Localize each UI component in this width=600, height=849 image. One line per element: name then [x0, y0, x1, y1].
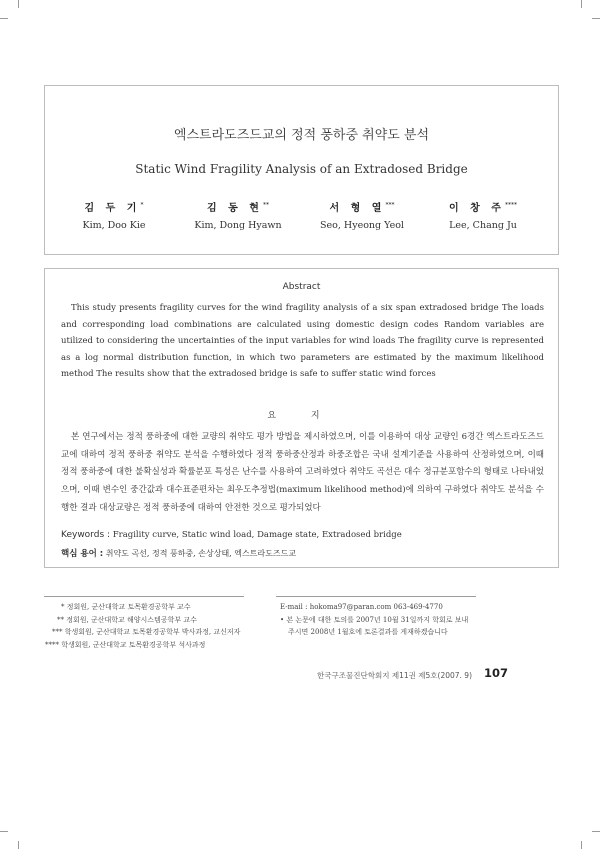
english-title: Static Wind Fragility Analysis of an Extradosed Bridge — [135, 162, 468, 176]
korean-abstract-heading: 요 지 — [267, 411, 336, 421]
author-korean-name: 서 형 열 — [329, 203, 386, 214]
korean-keywords — [61, 547, 296, 559]
abstract-heading: Abstract — [282, 282, 321, 292]
footnote: • 본 논문에 대한 토의를 2007년 10월 31일까지 학회로 보내 — [280, 615, 469, 624]
crop-mark — [18, 0, 19, 8]
abstract-text: This study presents fragility curves for the wind fragility analysis of a six span extradosed bridge The loads and corresponding load combinations are calculated using domestic design codes Random variables are utilized to considering the uncertainties of the input variables for wind loads The fragility curve is represented as a log normal distribution function, in which two parameters are estimated by the maximum likelihood method The results show that the extradosed bridge is safe to suffer static wind forces — [61, 303, 544, 379]
crop-mark — [581, 841, 582, 849]
footnotes-left — [45, 601, 240, 651]
footnotes-right — [280, 601, 468, 639]
crop-mark — [592, 18, 600, 19]
korean-abstract-text: 본 연구에서는 정적 풍하중에 대한 교량의 취약도 평가 방법을 제시하였으며, 이를 이용하여 대상 교량인 6경간 엑스트라도즈드교에 대하여 정적 풍하중 취약도 분석을 수행하였다 정적 풍하중산정과 하중조합은 국내 설계기준을 사용하여 산정하였으며, 이때 정적 풍하중에 대한 불확실성과 확률분포 특성은 난수를 사용하여 고려하였다 취약도 곡선은 대수 정규분포함수의 형태로 나타내었으며, 이때 변수인 중간값과 대수표준편차는 최우도추정법(maximum likelihood method)에 의하여 구하였다 취약도 분석을 수행한 결과 대상교량은 정적 풍하중에 대하여 안전한 것으로 평가되었다 — [61, 432, 544, 513]
author-mark: **** — [504, 201, 517, 209]
keywords-text: Fragility curve, Static wind load, Damage state, Extradosed bridge — [112, 530, 402, 540]
footnote: *** 학생회원, 군산대학교 토목환경공학부 박사과정, 교신저자 — [52, 628, 241, 636]
author-english-name: Kim, Doo Kie — [82, 220, 146, 231]
crop-mark — [592, 831, 600, 832]
crop-mark — [0, 831, 8, 832]
korean-abstract-body — [61, 429, 544, 518]
page-number: 107 — [484, 666, 509, 680]
author — [54, 199, 174, 231]
abstract-box — [44, 268, 559, 568]
crop-mark — [581, 0, 582, 8]
abstract-body — [61, 300, 544, 383]
keywords — [61, 530, 402, 540]
author-korean-name: 김 동 현 — [207, 203, 263, 214]
keywords-label: Keywords : — [61, 530, 111, 540]
author-korean-name: 이 창 주 — [449, 203, 505, 214]
author — [178, 199, 298, 231]
author-korean-name: 김 두 기 — [84, 203, 141, 214]
title-box — [44, 85, 559, 255]
korean-title: 엑스트라도즈드교의 정적 풍하중 취약도 분석 — [173, 128, 430, 143]
author — [302, 199, 422, 231]
crop-mark — [18, 841, 19, 849]
footnote: E-mail : hokoma97@paran.com 063-469-4770 — [280, 603, 443, 611]
footnote: **** 학생회원, 군산대학교 토목환경공학부 석사과정 — [45, 640, 206, 649]
author-english-name: Lee, Chang Ju — [449, 220, 517, 231]
author-mark: *** — [385, 201, 395, 209]
footnote-rule-left — [44, 596, 244, 597]
author — [423, 199, 543, 231]
author-mark: ** — [262, 201, 269, 209]
journal-citation: 한국구조물진단학회지 제11권 제5호(2007. 9) — [317, 671, 472, 680]
author-english-name: Kim, Dong Hyawn — [194, 220, 282, 231]
footnote: ** 정회원, 군산대학교 해양시스템공학부 교수 — [57, 615, 197, 624]
crop-mark — [0, 18, 8, 19]
author-english-name: Seo, Hyeong Yeol — [320, 220, 404, 231]
author-mark: * — [140, 201, 144, 209]
footnote-rule-right — [276, 596, 476, 597]
footnote: * 정회원, 군산대학교 토목환경공학부 교수 — [61, 603, 191, 611]
korean-keywords-text: 취약도 곡선, 정적 풍하중, 손상상태, 엑스트라도즈드교 — [105, 549, 297, 558]
korean-keywords-label: 핵심 용어 : — [61, 549, 104, 559]
footnote: 주시면 2008년 1월호에 토론결과를 게재하겠습니다 — [288, 628, 448, 636]
